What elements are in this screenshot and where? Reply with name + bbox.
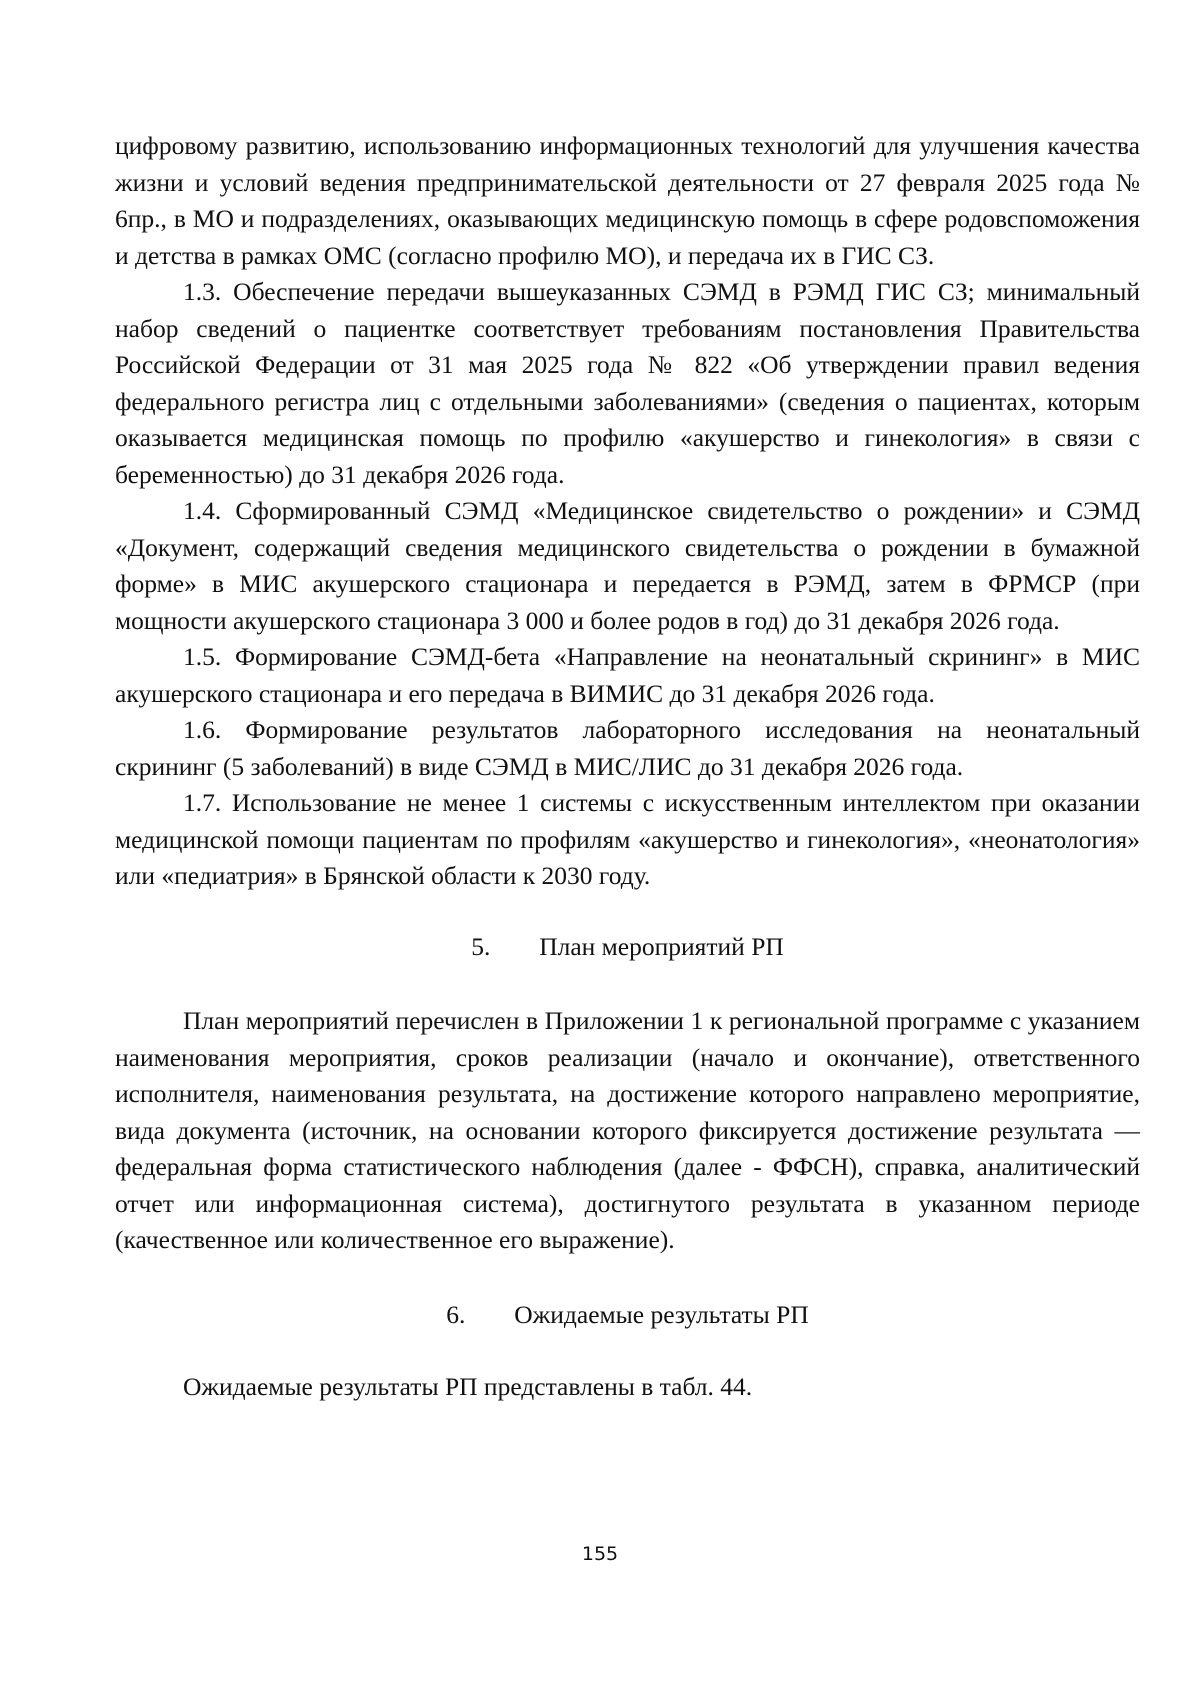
paragraph-item-1-5: 1.5. Формирование СЭМД-бета «Направление на неонатальный скрининг» в МИС акушерского стационара и его передача в ВИМИС до 31 декабря 2026 года. bbox=[115, 642, 1140, 708]
section-5-paragraph: План мероприятий перечислен в Приложении 1 к региональной программе с указанием наименования мероприятия, сроков реализации (начало и окончание), ответственного исполнителя, наименования результата, на достижение которого направлено мероприятие, вида документа (источник, на основании которого фиксируется достижение результата — федеральная форма статистического наблюдения (далее - ФФСН), справка, аналитический отчет или информационная система), достигнутого результата в указанном периоде (качественное или количественное его выражение). bbox=[115, 1006, 1140, 1254]
paragraph-continuation: цифровому развитию, использованию информационных технологий для улучшения качества жизни и условий ведения предпринимательской деятельности от 27 февраля 2025 года № 6пр., в МО и подразделениях, оказывающих медицинскую помощь в сфере родовспоможения и детства в рамках ОМС (согласно профилю МО), и передача их в ГИС СЗ. bbox=[115, 131, 1140, 270]
page-number: 155 bbox=[581, 1543, 619, 1565]
section-6-number: 6. bbox=[446, 1299, 466, 1329]
document-body bbox=[115, 128, 1140, 1406]
section-6-heading bbox=[115, 1297, 1140, 1334]
paragraph-item-1-4: 1.4. Сформированный СЭМД «Медицинское свидетельство о рождении» и СЭМД «Документ, содержащий сведения медицинского свидетельства о рождении в бумажной форме» в МИС акушерского стационара и передается в РЭМД, затем в ФРМСР (при мощности акушерского стационара 3 000 и более родов в год) до 31 декабря 2026 года. bbox=[115, 496, 1140, 635]
section-6-title: Ожидаемые результаты РП bbox=[514, 1299, 809, 1329]
section-5-title: План мероприятий РП bbox=[539, 931, 784, 961]
section-5-number: 5. bbox=[471, 931, 491, 961]
section-5-heading bbox=[115, 929, 1140, 966]
paragraph-item-1-6: 1.6. Формирование результатов лабораторного исследования на неонатальный скрининг (5 заболеваний) в виде СЭМД в МИС/ЛИС до 31 декабря 2026 года. bbox=[115, 715, 1140, 781]
paragraph-item-1-3: 1.3. Обеспечение передачи вышеуказанных СЭМД в РЭМД ГИС СЗ; минимальный набор сведений о пациентке соответствует требованиям постановления Правительства Российской Федерации от 31 мая 2025 года № 822 «Об утверждении правил ведения федерального регистра лиц с отдельными заболеваниями» (сведения о пациентах, которым оказывается медицинская помощь по профилю «акушерство и гинекология» в связи с беременностью) до 31 декабря 2026 года. bbox=[115, 277, 1140, 489]
section-6-paragraph: Ожидаемые результаты РП представлены в табл. 44. bbox=[183, 1372, 753, 1401]
paragraph-item-1-7: 1.7. Использование не менее 1 системы с искусственным интеллектом при оказании медицинской помощи пациентам по профилям «акушерство и гинекология», «неонатология» или «педиатрия» в Брянской области к 2030 году. bbox=[115, 788, 1140, 890]
